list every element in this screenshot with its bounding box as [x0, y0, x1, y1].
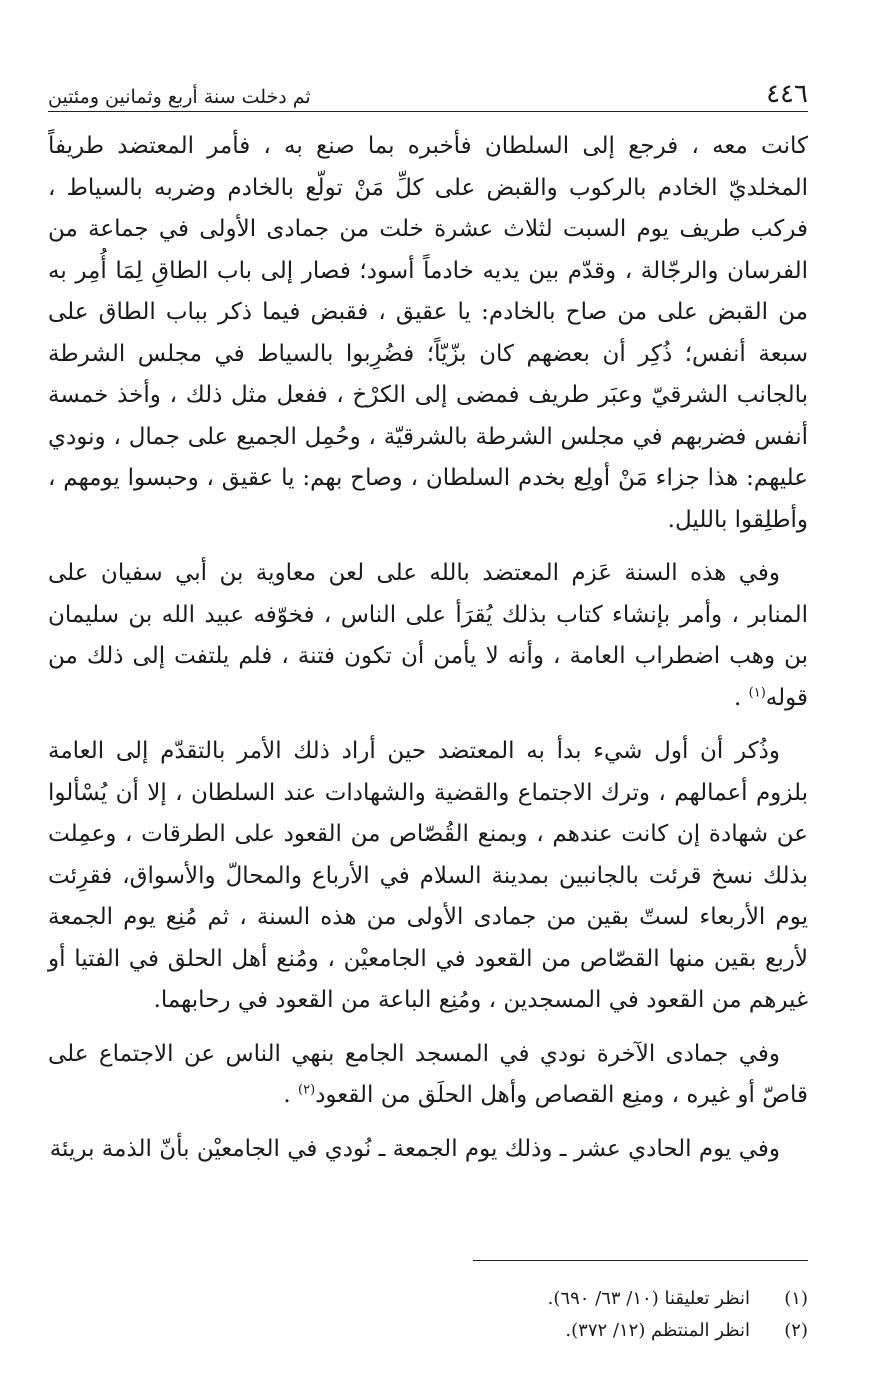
running-title: ثم دخلت سنة أربع وثمانين ومئتين — [48, 86, 311, 108]
paragraph-end: . — [734, 684, 749, 711]
paragraph-end: . — [283, 1082, 299, 1108]
running-header — [48, 70, 808, 112]
page-number: ٤٤٦ — [766, 79, 808, 109]
paragraph-text: وفي جمادى الآخرة نودي في المسجد الجامع بنهي الناس عن الاجتماع على قاصّ أو غيره ، ومنِع القصاص وأهل الحلَق من القعود — [48, 1040, 808, 1108]
paragraph-text: وذُكر أن أول شيء بدأ به المعتضد حين أراد ذلك الأمر بالتقدّم إلى العامة بلزوم أعمالهم ، وترك الاجتماع والقضية والشهادات عند السلطان ، إلا أن يُسْألوا عن شهادة إن كانت عندهم ، وبمنع القُصّاص من القعود على الطرقات ، وعمِلت بذلك نسخ قرئت بالجانبين بمدينة السلام في الأرباع والمحالّ والأسواق، فقرِئت يوم الأربعاء لستّ بقين من جمادى الأولى من هذه السنة ، ثم مُنِع يوم الجمعة لأربع بقين منها القصّاص من القعود في الجامعيْن ، ومُنع أهل الحلق في الفتيا أو غيرهم من القعود في المسجدين ، ومُنِع الباعة من القعود في رحابهما. — [48, 738, 808, 1013]
footnote-reference: (١) — [748, 684, 766, 700]
paragraph-text: كانت معه ، فرجع إلى السلطان فأخبره بما صنع به ، فأمر المعتضد طريفاً المخلديّ الخادم بالركوب والقبض على كلِّ مَنْ تولّع بالخادم وضربه بالسياط ، فركب طريف يوم السبت لثلاث عشرة خلت من جمادى الأولى في جماعة من الفرسان والرجّالة ، وقدّم بين يديه خادماً أسود؛ فصار إلى باب الطاقِ لِمَا أُمِر به من القبض على من صاح بالخادم: يا عقيق ، فقبض فيما ذكر بباب الطاق على سبعة أنفس؛ ذُكِر أن بعضهم كان بزّيّاً؛ فضُرِبوا بالسياط في مجلس الشرطة بالجانب الشرقيّ وعبَر طريف فمضى إلى الكرْخ ، ففعل مثل ذلك ، وأخذ خمسة أنفس فضربهم في مجلس الشرطة بالشرقيّة ، وحُمِل الجميع على جمال ، ونودي عليهم: هذا جزاء مَنْ أولِع بخدم السلطان ، وصاح بهم: يا عقيق ، وحبسوا يومهم ، وأطلِقوا بالليل. — [48, 133, 808, 533]
paragraph-text: وفي يوم الحادي عشر ـ وذلك يوم الجمعة ـ نُودي في الجامعيْن بأنّ الذمة بريئة — [49, 1135, 780, 1162]
paragraph-text: وفي هذه السنة عَزم المعتضد بالله على لعن معاوية بن أبي سفيان على المنابر ، وأمر بإنشاء كتاب بذلك يُقرَأ على الناس ، فخوّفه عبيد الله بن سليمان بن وهب اضطراب العامة ، وأنه لا يأمن أن تكون فتنة ، فلم يلتفت إلى ذلك من قوله — [48, 560, 808, 711]
paragraph — [48, 1034, 808, 1117]
footnote-divider — [473, 1260, 808, 1261]
footnote-reference: (٢) — [298, 1082, 316, 1098]
paragraph — [48, 553, 808, 719]
footnote — [48, 1283, 808, 1315]
footnote-number: (٢) — [784, 1320, 808, 1341]
footnote-number: (١) — [784, 1288, 808, 1309]
footnote — [48, 1315, 808, 1347]
paragraph — [48, 126, 808, 541]
footnotes — [48, 1260, 808, 1347]
footnote-text: انظر تعليقنا (١٠/ ٦٣/ ٦٩٠). — [547, 1288, 750, 1309]
paragraph — [48, 731, 808, 1022]
main-text — [48, 126, 808, 1170]
paragraph — [48, 1129, 808, 1171]
book-page — [48, 70, 808, 1370]
footnote-text: انظر المنتظم (١٢/ ٣٧٢). — [565, 1320, 750, 1341]
